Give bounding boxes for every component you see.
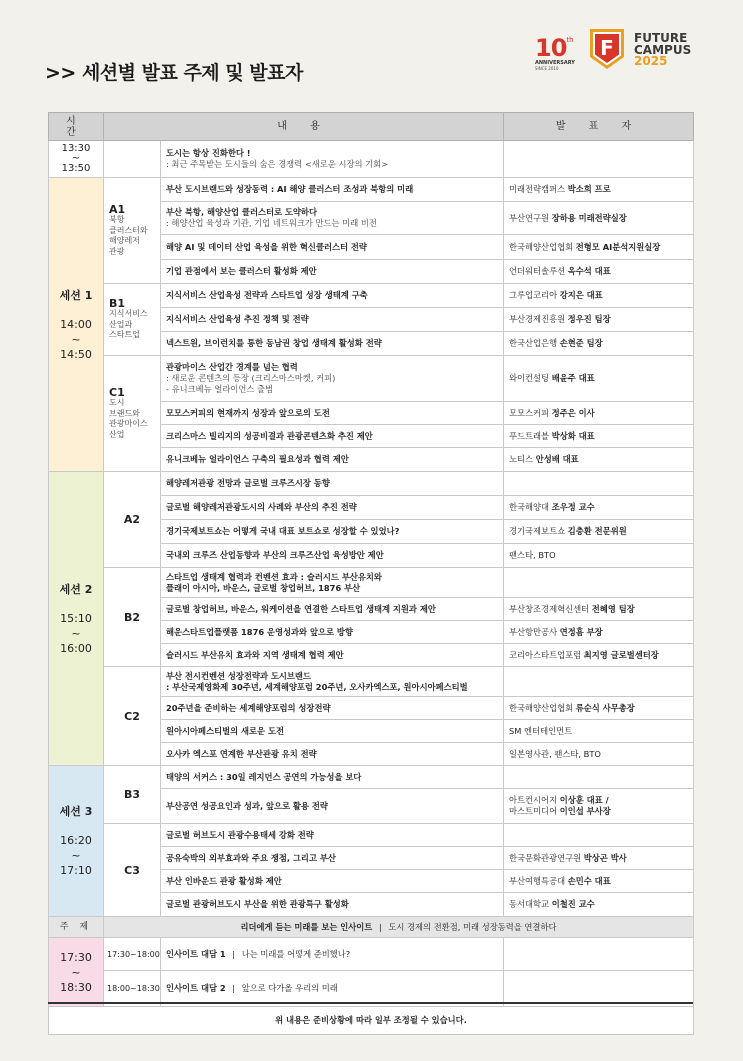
- logo-line2: CAMPUS: [634, 42, 692, 57]
- c1-row-1-title: 모모스커피의 현재까지 성장과 앞으로의 도전: [161, 402, 504, 425]
- speaker-org: 한국해양대: [509, 502, 552, 512]
- c3-row-0-title: 글로벌 허브도시 관광수용태세 강화 전략: [161, 824, 504, 847]
- b3-code: B3: [123, 788, 141, 801]
- b1-row-2-title: 넥스트원, 브이런치를 통한 동남권 창업 생태계 활성화 전략: [161, 332, 504, 356]
- session1-name: 세션 1: [59, 288, 93, 302]
- speaker-org: 한국산업은행: [509, 338, 560, 348]
- speaker-org: 미래전략캠퍼스: [509, 184, 568, 194]
- speaker-name: 최지영 글로벌센터장: [583, 649, 659, 660]
- speaker-name: 이철진 교수: [551, 899, 595, 909]
- table-header-row: [49, 113, 694, 141]
- theme-text1: 리더에게 듣는 미래를 보는 인사이트: [240, 921, 373, 932]
- b2-row-3-title: 슬러시드 부산유치 효과와 지역 생태계 협력 제안: [161, 644, 504, 667]
- insight-row-1-title: 인사이트 대담 2: [166, 983, 226, 993]
- a2-cell: [104, 472, 161, 568]
- logo-since: SINCE 2016: [535, 66, 559, 71]
- theme-cell: [104, 917, 694, 938]
- speaker-org: 부산연구원: [509, 212, 552, 223]
- b2-row-2-title: 해운스타트업플랫폼 1876 운영성과와 앞으로 방향: [161, 621, 504, 644]
- b3-cell: [104, 766, 161, 824]
- c2-row-1-title: 20주년을 준비하는 세계해양포럼의 성장전략: [161, 697, 504, 720]
- a1-row-1-title: 부산 북항, 해양산업 클러스터로 도약하다: [166, 207, 317, 217]
- b3-row-0-title: 태양의 서커스 : 30일 레지던스 공연의 가능성을 보다: [161, 766, 504, 789]
- footnote: 위 내용은 준비상황에 따라 일부 조정될 수 있습니다.: [49, 1007, 694, 1035]
- speaker-org: 경기국제보트쇼: [509, 526, 568, 536]
- opening-detail: : 최근 주목받는 도시들의 숨은 경쟁력 <새로운 시장의 기회>: [166, 159, 389, 169]
- speaker-name: 정우진 팀장: [567, 314, 611, 324]
- table-row: [49, 178, 694, 202]
- b2-row-3-speaker: [504, 644, 694, 667]
- theme-text2: 도시 경제의 전환점, 미래 성장동력을 연결하다: [388, 921, 557, 932]
- session-table: [48, 112, 694, 1035]
- c1-row-3-title: 유니크베뉴 얼라이언스 구축의 필요성과 협력 제안: [161, 448, 504, 472]
- speaker-org: 동서대학교: [509, 899, 552, 909]
- insight-row-0-slot: 17:30~18:00: [104, 938, 161, 971]
- c3-row-3-title: 글로벌 관광허브도시 부산을 위한 관광특구 활성화: [161, 893, 504, 917]
- table-row: [49, 667, 694, 697]
- b1-cell: [104, 284, 161, 356]
- speaker-org: 코리아스타트업포럼: [509, 649, 584, 660]
- a2-row-3-title: 국내외 크루즈 산업동향과 부산의 크루즈산업 육성방안 제안: [161, 544, 504, 568]
- speaker-name: 강지은 대표: [559, 290, 603, 300]
- c3-row-1-title: 공유숙박의 외부효과와 주요 쟁점, 그리고 부산: [161, 847, 504, 870]
- b2-row-0-speaker: [504, 568, 694, 598]
- session2-cell: [49, 472, 104, 766]
- table-row: [49, 284, 694, 308]
- table-row: [49, 938, 694, 971]
- c3-row-0-speaker: [504, 824, 694, 847]
- speaker-org: 아트컨시어지: [509, 795, 560, 805]
- speaker-name: 조우정 교수: [551, 502, 595, 512]
- logo-f: F: [600, 36, 614, 60]
- a2-row-1-title: 글로벌 해양레저관광도시의 사례와 부산의 추진 전략: [161, 496, 504, 520]
- a1-desc: 북항 클러스터와 해양레저 관광: [109, 215, 148, 256]
- insight-row-0-separator: |: [232, 948, 236, 959]
- a2-code: A2: [123, 513, 141, 526]
- speaker-name: 박상화 대표: [551, 430, 595, 441]
- speaker-name: 장하용 미래전략실장: [551, 212, 627, 223]
- a1-row-0-title: 부산 도시브랜드와 성장동력 : AI 해양 클러스터 조성과 북항의 미래: [161, 178, 504, 202]
- c1-row-2-title: 크리스마스 빌리지의 성공비결과 관광콘텐츠화 추진 제안: [161, 425, 504, 448]
- c2-row-3-title: 오사카 엑스포 연계한 부산관광 유치 전략: [161, 743, 504, 766]
- logo-text: [634, 33, 691, 68]
- insight-row-0-title: 인사이트 대담 1: [166, 948, 226, 959]
- speaker-org: 부산여행특공대: [509, 875, 568, 886]
- b2-row-2-speaker: [504, 621, 694, 644]
- b2-code: B2: [123, 610, 141, 624]
- insight-row-1-detail: 앞으로 다가올 우리의 미래: [241, 983, 338, 993]
- a1-row-0-speaker: [504, 178, 694, 202]
- speaker-org: 한국문화관광연구원: [509, 852, 584, 863]
- speaker-name: 박소희 프로: [567, 184, 611, 194]
- speaker-name: 류순식 사무총장: [575, 702, 635, 713]
- speaker-org: 그루업코리아: [509, 290, 560, 300]
- future-campus-logo-icon: [587, 27, 627, 71]
- b3-row-1-title: 부산공연 성공요인과 성과, 앞으로 활용 전략: [161, 789, 504, 824]
- b2-row-1-title: 글로벌 창업허브, 바운스, 워케이션을 연결한 스타트업 생태계 지원과 제안: [161, 598, 504, 621]
- c1-desc: 도시 브랜드와 관광마이스 산업: [109, 398, 148, 439]
- c2-row-2-speaker: [504, 720, 694, 743]
- insight-time: 17:30 ~ 18:30: [49, 938, 104, 1007]
- c1-row-1-speaker: [504, 402, 694, 425]
- b2-row-1-speaker: [504, 598, 694, 621]
- session3-name: 세션 3: [59, 805, 93, 818]
- table-row: [49, 568, 694, 598]
- c1-row-2-speaker: [504, 425, 694, 448]
- a2-row-0-speaker: [504, 472, 694, 496]
- speaker-name: 안성배 대표: [535, 454, 579, 464]
- page-title: >> 세션별 발표 주제 및 발표자: [45, 62, 303, 84]
- speaker-org: 언더워터솔루션: [509, 266, 568, 276]
- b2-row-0-detail: 플래이 아시아, 바운스, 글로벌 창업허브, 1876 부산: [166, 582, 361, 593]
- theme-row: [49, 917, 694, 938]
- b1-desc: 지식서비스 산업과 스타트업: [109, 309, 148, 340]
- speaker-org: 부산창조경제혁신센터: [509, 603, 592, 614]
- opening-time: 13:30 ~ 13:50: [49, 141, 104, 178]
- c2-row-0-detail: : 부산국제영화제 30주년, 세계해양포럼 20주년, 오사카엑스포, 원아시아페스티벌: [166, 681, 468, 692]
- a1-code: A1: [109, 203, 126, 216]
- logo-line1: FUTURE: [634, 31, 688, 45]
- speaker-name: 옥수석 대표: [567, 266, 611, 276]
- c2-row-2-title: 원아시아페스티벌의 새로운 도전: [161, 720, 504, 743]
- theme-separator: |: [378, 921, 382, 932]
- table-row: [49, 766, 694, 789]
- speaker-org: 부산항만공사: [509, 626, 560, 637]
- a2-row-2-title: 경기국제보트쇼는 어떻게 국내 대표 보트쇼로 성장할 수 있었나?: [161, 520, 504, 544]
- speaker-name: 손현준 팀장: [559, 338, 603, 348]
- insight-row-0-detail: 나는 미래를 어떻게 준비했나?: [241, 948, 351, 959]
- speaker-name: 연정흠 부장: [559, 626, 603, 637]
- insight-row-1-separator: |: [232, 983, 236, 993]
- speaker-org: 노티스: [509, 454, 536, 464]
- speaker-org: 팬스타, BTO: [509, 550, 556, 560]
- c1-code: C1: [109, 386, 125, 399]
- c3-row-2-speaker: [504, 870, 694, 893]
- b3-row-1-speaker: [504, 789, 694, 824]
- session3-cell: [49, 766, 104, 917]
- c3-row-2-title: 부산 인바운드 관광 활성화 제안: [161, 870, 504, 893]
- speaker-org: 마스트미디어: [509, 806, 560, 816]
- c2-cell: [104, 667, 161, 766]
- logo-anniversary: ANNIVERSARY: [535, 60, 575, 66]
- a1-row-2-title: 해양 AI 및 데이터 산업 육성을 위한 혁신클러스터 전략: [161, 235, 504, 260]
- a2-row-2-speaker: [504, 520, 694, 544]
- speaker-name: 박상곤 박사: [583, 852, 627, 863]
- logo-ten: 10: [535, 34, 567, 62]
- speaker-name: 김충환 전문위원: [567, 526, 627, 536]
- speaker-org: 푸드트래블: [509, 430, 552, 441]
- a1-row-1-detail: : 해양산업 육성과 기관, 기업 네트워크가 만드는 미래 비전: [166, 218, 377, 228]
- c1-row-0-speaker: [504, 356, 694, 402]
- bottom-rule: [48, 1002, 693, 1004]
- anniversary-logo: [535, 36, 577, 72]
- speaker-name: 이인섭 부사장: [559, 806, 611, 816]
- c3-row-3-speaker: [504, 893, 694, 917]
- session2-name: 세션 2: [59, 582, 93, 596]
- b1-row-0-speaker: [504, 284, 694, 308]
- speaker-org: 와이컨설팅: [509, 373, 552, 383]
- c2-row-0-title: 부산 전시컨벤션 성장전략과 도시브랜드: [166, 670, 311, 681]
- speaker-org: 모모스커피: [509, 407, 552, 418]
- table-row: [49, 824, 694, 847]
- session1-time: 14:00 ~ 14:50: [60, 317, 92, 361]
- speaker-name: 배윤주 대표: [551, 373, 595, 383]
- speaker-org: SM 엔터테인먼트: [509, 725, 573, 736]
- c1-cell: [104, 356, 161, 472]
- a2-row-0-title: 해양레저관광 전망과 글로벌 크루즈시장 동향: [161, 472, 504, 496]
- theme-label: 주 제: [49, 917, 104, 938]
- speaker-org: 일본영사관, 팬스타, BTO: [509, 748, 601, 759]
- table-row: [49, 141, 694, 178]
- session1-cell: [49, 178, 104, 472]
- table-row: [49, 1007, 694, 1035]
- b3-row-0-speaker: [504, 766, 694, 789]
- session3-time: 16:20 ~ 17:10: [60, 834, 92, 877]
- b1-row-0-title: 지식서비스 산업육성 전략과 스타트업 성장 생태계 구축: [161, 284, 504, 308]
- b2-row-0-title: 스타트업 생태계 협력과 컨벤션 효과 : 슬러시드 부산유치와: [166, 571, 382, 582]
- a1-row-3-title: 기업 관점에서 보는 클러스터 활성화 제안: [161, 260, 504, 284]
- opening-title: 도시는 항상 진화한다 !: [166, 148, 251, 158]
- b2-cell: [104, 568, 161, 667]
- b1-row-2-speaker: [504, 332, 694, 356]
- speaker-name: 전혜영 팀장: [591, 603, 635, 614]
- insight-row-1-slot: 18:00~18:30: [104, 971, 161, 1007]
- logo-line3: 2025: [634, 54, 668, 68]
- c1-row-0-detail: : 새로운 콘텐츠의 등장 (크리스마스마켓, 커피) - 유니크베뉴 얼라이언스 출범: [166, 373, 336, 394]
- header-time: 시 간: [49, 113, 104, 141]
- c2-code: C2: [124, 709, 140, 723]
- table-row: [49, 472, 694, 496]
- speaker-name: 손민수 대표: [567, 875, 611, 886]
- speaker-org: 한국해양산업협회: [509, 241, 576, 252]
- insight-row-0-content: [161, 938, 504, 971]
- speaker-org: 부산경제진흥원: [509, 314, 568, 324]
- c1-row-0-title: 관광마이스 산업간 경계를 넘는 협력: [166, 362, 298, 372]
- c2-row-1-speaker: [504, 697, 694, 720]
- a1-cell: [104, 178, 161, 284]
- a1-row-1-speaker: [504, 202, 694, 235]
- c2-row-3-speaker: [504, 743, 694, 766]
- header-speaker: 발 표 자: [504, 113, 694, 141]
- table-row: [49, 356, 694, 402]
- c2-row-0-speaker: [504, 667, 694, 697]
- a2-row-3-speaker: [504, 544, 694, 568]
- c3-cell: [104, 824, 161, 917]
- a1-row-2-speaker: [504, 235, 694, 260]
- session2-time: 15:10 ~ 16:00: [60, 611, 92, 655]
- c3-code: C3: [124, 863, 140, 877]
- a2-row-1-speaker: [504, 496, 694, 520]
- c1-row-3-speaker: [504, 448, 694, 472]
- b1-row-1-speaker: [504, 308, 694, 332]
- header-content: 내 용: [104, 113, 504, 141]
- b1-row-1-title: 지식서비스 산업육성 추진 정책 및 전략: [161, 308, 504, 332]
- speaker-org: 한국해양산업협회: [509, 702, 576, 713]
- logo-th: th: [566, 36, 574, 44]
- speaker-name: 정주은 이사: [551, 407, 595, 418]
- b1-code: B1: [109, 297, 126, 311]
- c3-row-1-speaker: [504, 847, 694, 870]
- speaker-name: 전형모 AI분석지원실장: [575, 241, 661, 252]
- speaker-name: 이상훈 대표 /: [559, 795, 609, 805]
- a1-row-3-speaker: [504, 260, 694, 284]
